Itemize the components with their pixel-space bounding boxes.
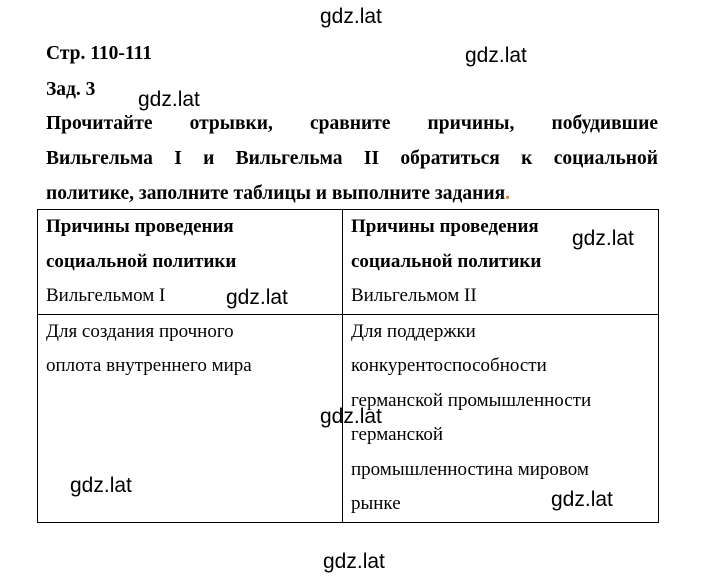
watermark-table-middle: gdz.lat bbox=[320, 405, 382, 428]
cell-line: оплота внутреннего мира bbox=[46, 355, 252, 376]
cell-line: Для создания прочного bbox=[46, 320, 234, 342]
watermark-table-left: gdz.lat bbox=[226, 286, 288, 309]
watermark-bottom: gdz.lat bbox=[323, 550, 385, 573]
cell-line: рынке bbox=[351, 493, 401, 514]
cell-line: германской bbox=[351, 424, 444, 445]
header-line: Вильгельмом I bbox=[46, 285, 166, 306]
header-line: социальной политики bbox=[351, 250, 542, 272]
watermark-table-right: gdz.lat bbox=[572, 227, 634, 250]
header-line: Вильгельмом II bbox=[351, 285, 477, 306]
header-line: социальной политики bbox=[46, 250, 237, 272]
task-ref: Зад. 3 bbox=[46, 79, 96, 100]
watermark-right-top: gdz.lat bbox=[465, 44, 527, 67]
task-instruction bbox=[46, 106, 658, 211]
table-header-row bbox=[38, 210, 659, 315]
watermark-top: gdz.lat bbox=[320, 5, 382, 28]
header-line: Причины проведения bbox=[46, 216, 234, 237]
cell-line: конкурентоспособности bbox=[351, 355, 547, 376]
instruction-end-mark: . bbox=[505, 183, 511, 204]
page-ref: Стр. 110-111 bbox=[46, 43, 153, 64]
watermark-table-bottom-right: gdz.lat bbox=[551, 488, 613, 511]
instruction-line-2: Вильгельма I и Вильгельма II обратиться к социальной bbox=[46, 148, 658, 169]
cell-line: Для поддержки bbox=[351, 320, 476, 342]
cell-line: германской промышленности bbox=[351, 389, 592, 411]
watermark-task: gdz.lat bbox=[138, 88, 200, 111]
cell-line: промышленностина мировом bbox=[351, 458, 589, 480]
instruction-line-3 bbox=[46, 176, 658, 211]
header-cell-wilhelm-2 bbox=[343, 210, 659, 315]
header-line: Причины проведения bbox=[351, 216, 539, 237]
instruction-line-1: Прочитайте отрывки, сравните причины, побудившие bbox=[46, 113, 658, 134]
header-cell-wilhelm-1 bbox=[38, 210, 343, 315]
instruction-line-3-text: политике, заполните таблицы и выполните задания bbox=[46, 183, 506, 204]
watermark-table-bottom-left: gdz.lat bbox=[70, 474, 132, 497]
